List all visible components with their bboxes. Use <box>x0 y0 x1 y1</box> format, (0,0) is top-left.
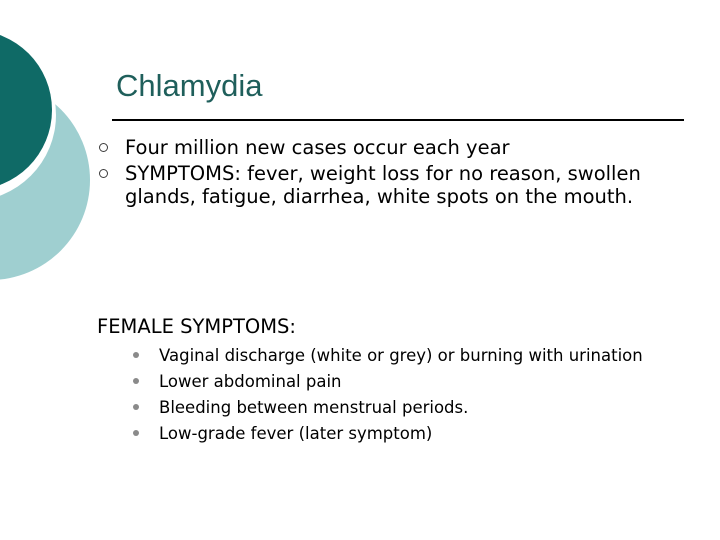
symptom-text: Low-grade fever (later symptom) <box>159 424 433 443</box>
symptom-item <box>131 345 691 366</box>
symptom-item <box>131 397 691 418</box>
female-symptoms-heading: FEMALE SYMPTOMS: <box>97 315 296 338</box>
symptom-text: Vaginal discharge (white or grey) or burning with urination <box>159 346 643 365</box>
main-bullet-list <box>97 136 697 211</box>
symptom-text: Lower abdominal pain <box>159 372 342 391</box>
female-symptoms-list <box>131 345 691 449</box>
bullet-item <box>97 162 697 208</box>
symptom-text: Bleeding between menstrual periods. <box>159 398 469 417</box>
symptom-item <box>131 423 691 444</box>
bullet-text: Four million new cases occur each year <box>125 136 510 159</box>
slide-title: Chlamydia <box>116 68 263 103</box>
filled-dot-bullet-icon <box>133 404 139 410</box>
bullet-text: SYMPTOMS: fever, weight loss for no reason, swollen glands, fatigue, diarrhea, white spots on the mouth. <box>125 162 641 208</box>
bullet-item <box>97 136 697 159</box>
filled-dot-bullet-icon <box>133 378 139 384</box>
hollow-circle-bullet-icon <box>99 143 108 152</box>
hollow-circle-bullet-icon <box>99 169 108 178</box>
symptom-item <box>131 371 691 392</box>
filled-dot-bullet-icon <box>133 352 139 358</box>
title-underline <box>112 119 684 121</box>
filled-dot-bullet-icon <box>133 430 139 436</box>
